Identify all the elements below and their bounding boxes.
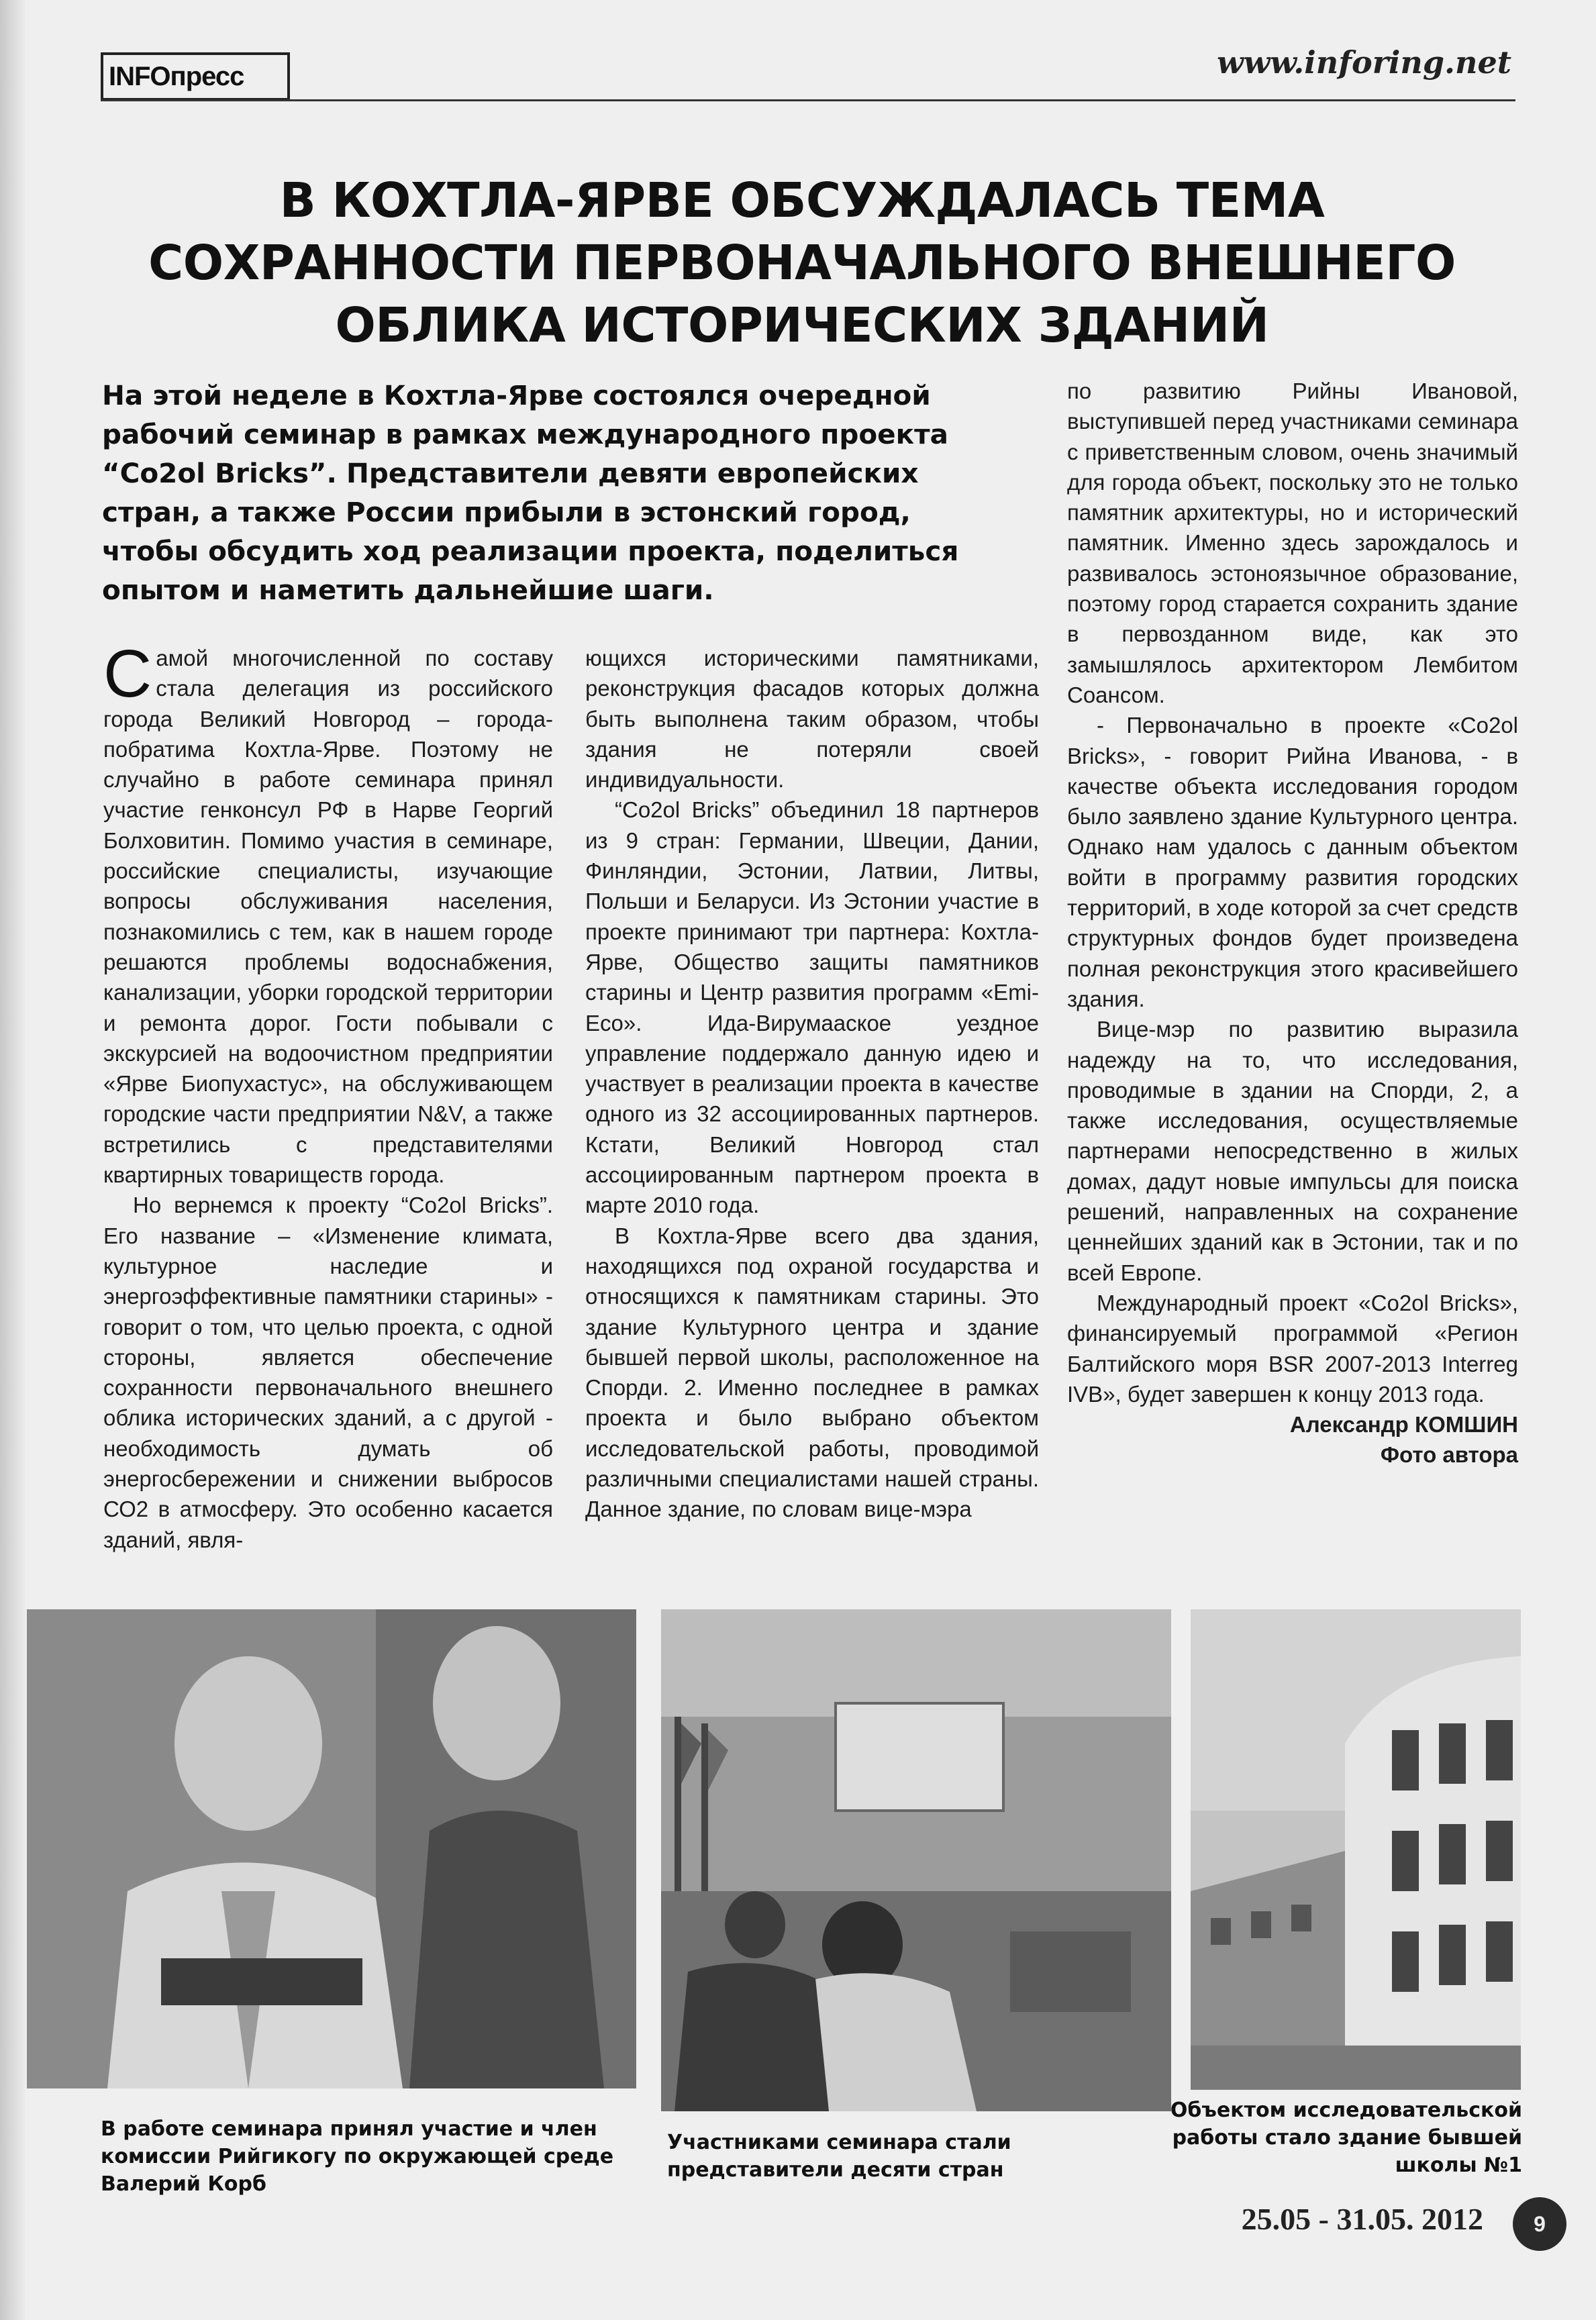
photo-illustration [1191, 1609, 1521, 2090]
paragraph: Но вернемся к проекту “Co2ol Bricks”. Его название – «Изменение климата, культурное наследие и энергоэффективные памятники старины» - говорит о том, что целью проекта, с одной стороны, является обеспечение сохранности первоначального внешнего облика исторических зданий, а с другой - необходимость думать об энергосбережении и снижении выбросов СО2 в атмосферу. Это особенно касается зданий, явля- [103, 1193, 553, 1552]
paragraph: - Первоначально в проекте «Co2ol Bricks», - говорит Рийна Иванова, - в качестве объекта исследования городом было заявлено здание Культурного центра. Однако нам удалось с данным объектом войти в программу развития городских территорий, в ходе которой за счет средств структурных фондов будет произведена полная реконструкция этого красивейшего здания. [1067, 713, 1518, 1011]
article-headline: В КОХТЛА-ЯРВЕ ОБСУЖДАЛАСЬ ТЕМА СОХРАННОСТИ ПЕРВОНАЧАЛЬНОГО ВНЕШНЕГО ОБЛИКА ИСТОРИЧЕСКИХ ЗДАНИЙ [148, 172, 1456, 353]
page-number: 9 [1513, 2197, 1566, 2251]
paragraph: В Кохтла-Ярве всего два здания, находящихся под охраной государства и относящихся к памятникам старины. Это здание Культурного центра и здание бывшей первой школы, расположенное на Спорди. 2. Именно последнее в рамках проекта и было выбрано объектом исследовательской работы, проводимой различными специалистами нашей страны. Данное здание, по словам вице-мэра [585, 1223, 1039, 1522]
header-rule [101, 99, 1515, 101]
photo-illustration [27, 1609, 636, 2088]
publication-logo [101, 52, 290, 101]
photo-caption-3: Объектом исследовательской работы стало здание бывшей школы №1 [1170, 2099, 1522, 2177]
article-column-2 [585, 643, 1039, 1525]
article-column-1 [103, 636, 553, 1555]
drop-cap: С [103, 636, 152, 711]
photo-caption-1: В работе семинара принял участие и член комиссии Рийгикогу по окружающей среде Валерий Корб [101, 2117, 614, 2196]
article-author: Александр КОМШИН [1289, 1412, 1518, 1438]
paragraph: Вице-мэр по развитию выразила надежду на то, что исследования, проводимые в здании на Спорди, 2, а также исследования, осуществляемые партнерами непосредственно в жилых домах, дадут новые импульсы для поиска решений, направленных на сохранение ценнейших зданий как в Эстонии, так и по всей Европе. [1067, 1017, 1518, 1285]
paragraph: ющихся историческими памятниками, реконструкция фасадов которых должна быть выполнена таким образом, чтобы здания не потеряли своей индивидуальности. [585, 646, 1039, 793]
logo-text: INFOпресс [109, 61, 244, 91]
paragraph: по развитию Рийны Ивановой, выступившей перед участниками семинара с приветственным словом, очень значимый для города объект, поскольку это не только памятник архитектуры, но и исторический памятник. Именно здесь зарождалось и развивалось эстоноязычное образование, поэтому город старается сохранить здание в первозданном виде, как это замышлялось архитектором Лембитом Соансом. [1067, 379, 1518, 707]
paragraph: Самой многочисленной по составу стала делегация из российского города Великий Новгород – города-побратима Кохтла-Ярве. Поэтому не случайно в работе семинара принял участие генконсул РФ в Нарве Георгий Болховитин. Помимо участия в семинаре, российские специалисты, изучающие вопросы обслуживания населения, познакомились с тем, как в нашем городе решаются проблемы водоснабжения, канализации, уборки городской территории и ремонта дорог. Гости побывали с экскурсией на водоочистном предприятии «Ярве Биопухастус», на обслуживающем городские части предприятии N&V, а также встретились с представителями квартирных товариществ города. [103, 636, 553, 1188]
article-column-3 [1067, 376, 1518, 1470]
paragraph: Международный проект «Co2ol Bricks», финансируемый программой «Регион Балтийского моря BSR 2007-2013 Interreg IVB», будет завершен к концу 2013 года. [1067, 1290, 1518, 1407]
photo-seminar-hall [661, 1609, 1171, 2111]
site-url: www.inforing.net [1217, 44, 1511, 81]
article-lead: На этой неделе в Кохтла-Ярве состоялся очередной рабочий семинар в рамках международного проекта “Co2ol Bricks”. Представители девяти европейских стран, а также России прибыли в эстонский город, чтобы обсудить ход реализации проекта, поделиться опытом и наметить дальнейшие шаги. [102, 379, 959, 606]
photo-credit: Фото автора [1380, 1442, 1518, 1468]
photo-school-building [1191, 1609, 1521, 2090]
paragraph: “Co2ol Bricks” объединил 18 партнеров из 9 стран: Германии, Швеции, Дании, Финляндии, Эстонии, Латвии, Литвы, Польши и Беларуси. Из Эстонии участие в проекте принимают три партнера: Кохтла-Ярве, Общество защиты памятников старины и Центр развития программ «Emi-Eco». Ида-Вирумаaское уездное управление поддержало данную идею и участвует в реализации проекта в качестве одного из 32 ассоциированных партнеров. Кстати, Великий Новгород стал ассоциированным партнером проекта в марте 2010 года. [585, 797, 1039, 1218]
issue-date: 25.05 - 31.05. 2012 [1241, 2202, 1483, 2236]
page-binding-shadow [0, 0, 26, 2320]
photo-seminar-participants [27, 1609, 636, 2088]
photo-caption-2: Участниками семинара стали представители десяти стран [667, 2131, 1011, 2182]
photo-illustration [661, 1609, 1171, 2111]
